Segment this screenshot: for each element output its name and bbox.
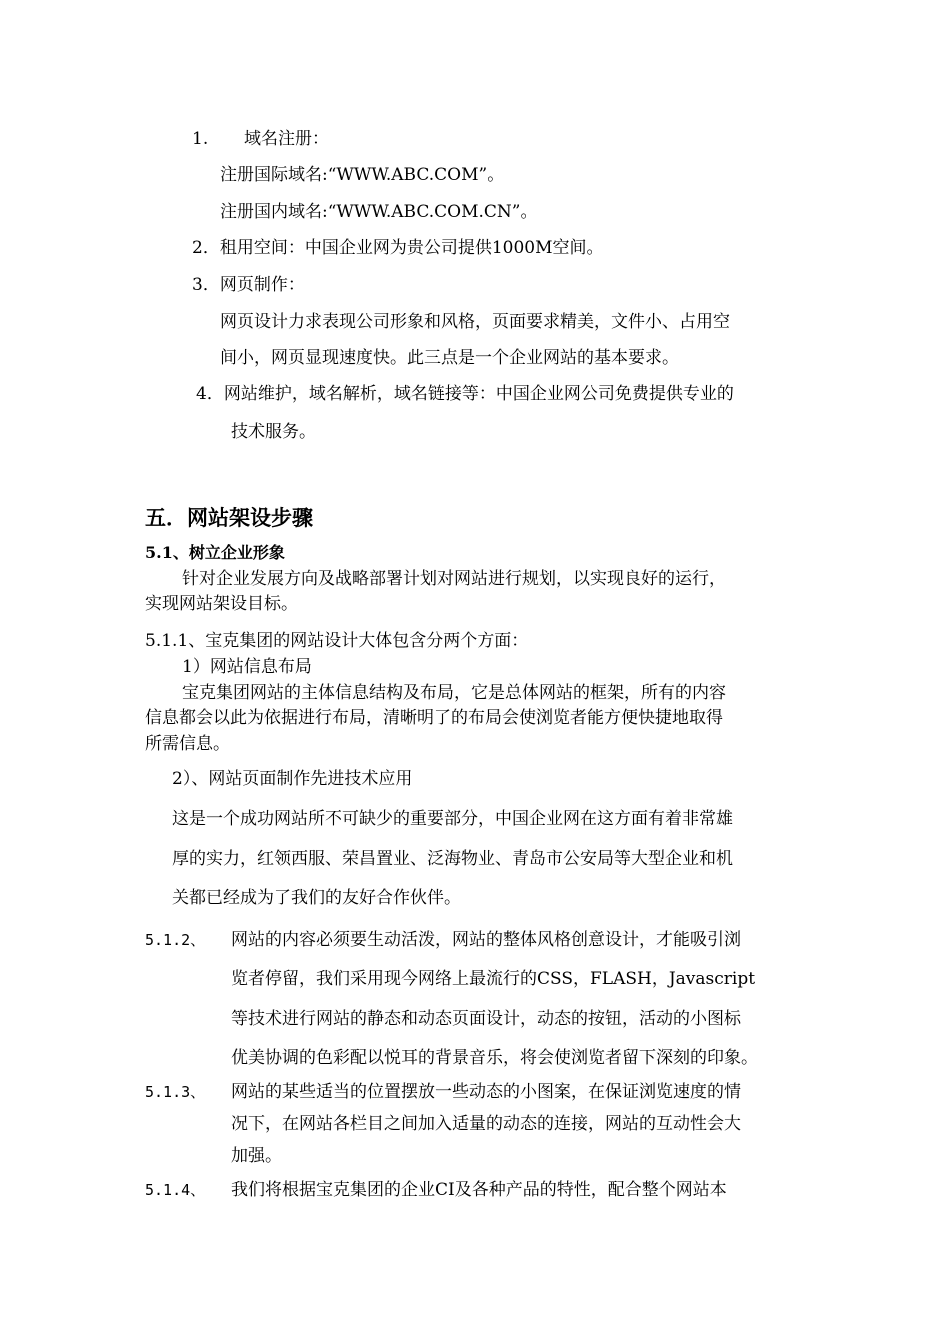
section-5-1-3-number: 5.1.3、 — [145, 1083, 206, 1101]
section-5-heading: 五．网站架设步骤 — [145, 505, 313, 530]
item-4-line-1: 4．网站维护，域名解析，域名链接等：中国企业网公司免费提供专业的 — [196, 384, 734, 404]
section-5-1-1-heading: 5.1.1、宝克集团的网站设计大体包含分两个方面： — [145, 631, 529, 651]
section-5-1-2-line-3: 等技术进行网站的静态和动态页面设计，动态的按钮，活动的小图标 — [231, 1009, 741, 1029]
section-5-1-body-1: 针对企业发展方向及战略部署计划对网站进行规划，以实现良好的运行， — [182, 569, 726, 589]
section-5-1-1-item-1: 1）网站信息布局 — [182, 657, 312, 677]
item-1-title: 域名注册： — [244, 129, 329, 149]
section-5-1-2-line-2: 览者停留，我们采用现今网络上最流行的CSS，FLASH，Javascript — [231, 969, 756, 989]
item-4-line-2: 技术服务。 — [231, 422, 316, 442]
section-5-1-4-number: 5.1.4、 — [145, 1181, 206, 1199]
item-3-body-1: 网页设计力求表现公司形象和风格，页面要求精美，文件小、占用空 — [220, 312, 730, 332]
section-5-1-2-line-4: 优美协调的色彩配以悦耳的背景音乐，将会使浏览者留下深刻的印象。 — [231, 1048, 758, 1068]
section-5-1-2-number: 5.1.2、 — [145, 931, 206, 949]
section-5-1-2-line-1: 网站的内容必须要生动活泼，网站的整体风格创意设计，才能吸引浏 — [231, 930, 741, 950]
section-5-1-1-item-2-body-1: 这是一个成功网站所不可缺少的重要部分，中国企业网在这方面有着非常雄 — [172, 809, 733, 829]
section-5-1-1-item-1-body-2: 信息都会以此为依据进行布局，清晰明了的布局会使浏览者能方便快捷地取得 — [145, 708, 723, 728]
item-1-line-1: 注册国际域名:“WWW.ABC.COM”。 — [220, 165, 505, 185]
section-5-1-3-line-2: 况下，在网站各栏目之间加入适量的动态的连接，网站的互动性会大 — [231, 1114, 741, 1134]
section-5-1-1-item-2: 2）、网站页面制作先进技术应用 — [172, 769, 413, 789]
section-5-1-3-line-3: 加强。 — [231, 1146, 282, 1166]
item-1-line-2: 注册国内域名:“WWW.ABC.COM.CN”。 — [220, 202, 538, 222]
section-5-1-3-line-1: 网站的某些适当的位置摆放一些动态的小图案，在保证浏览速度的情 — [231, 1082, 741, 1102]
section-5-1-4-line-1: 我们将根据宝克集团的企业CI及各种产品的特性，配合整个网站本 — [231, 1180, 727, 1200]
item-3-body-2: 间小，网页显现速度快。此三点是一个企业网站的基本要求。 — [220, 348, 679, 368]
item-2: 2．租用空间：中国企业网为贵公司提供1000M空间。 — [192, 238, 604, 258]
item-3: 3．网页制作： — [192, 275, 305, 295]
section-5-1-heading: 5.1、树立企业形象 — [145, 543, 285, 562]
section-5-1-1-item-1-body-3: 所需信息。 — [145, 734, 230, 754]
section-5-1-1-item-1-body-1: 宝克集团网站的主体信息结构及布局，它是总体网站的框架，所有的内容 — [182, 683, 726, 703]
item-1-number: 1. — [192, 129, 209, 149]
section-5-1-body-2: 实现网站架设目标。 — [145, 594, 298, 614]
section-5-1-1-item-2-body-2: 厚的实力，红领西服、荣昌置业、泛海物业、青岛市公安局等大型企业和机 — [172, 849, 733, 869]
section-5-1-1-item-2-body-3: 关都已经成为了我们的友好合作伙伴。 — [172, 888, 461, 908]
